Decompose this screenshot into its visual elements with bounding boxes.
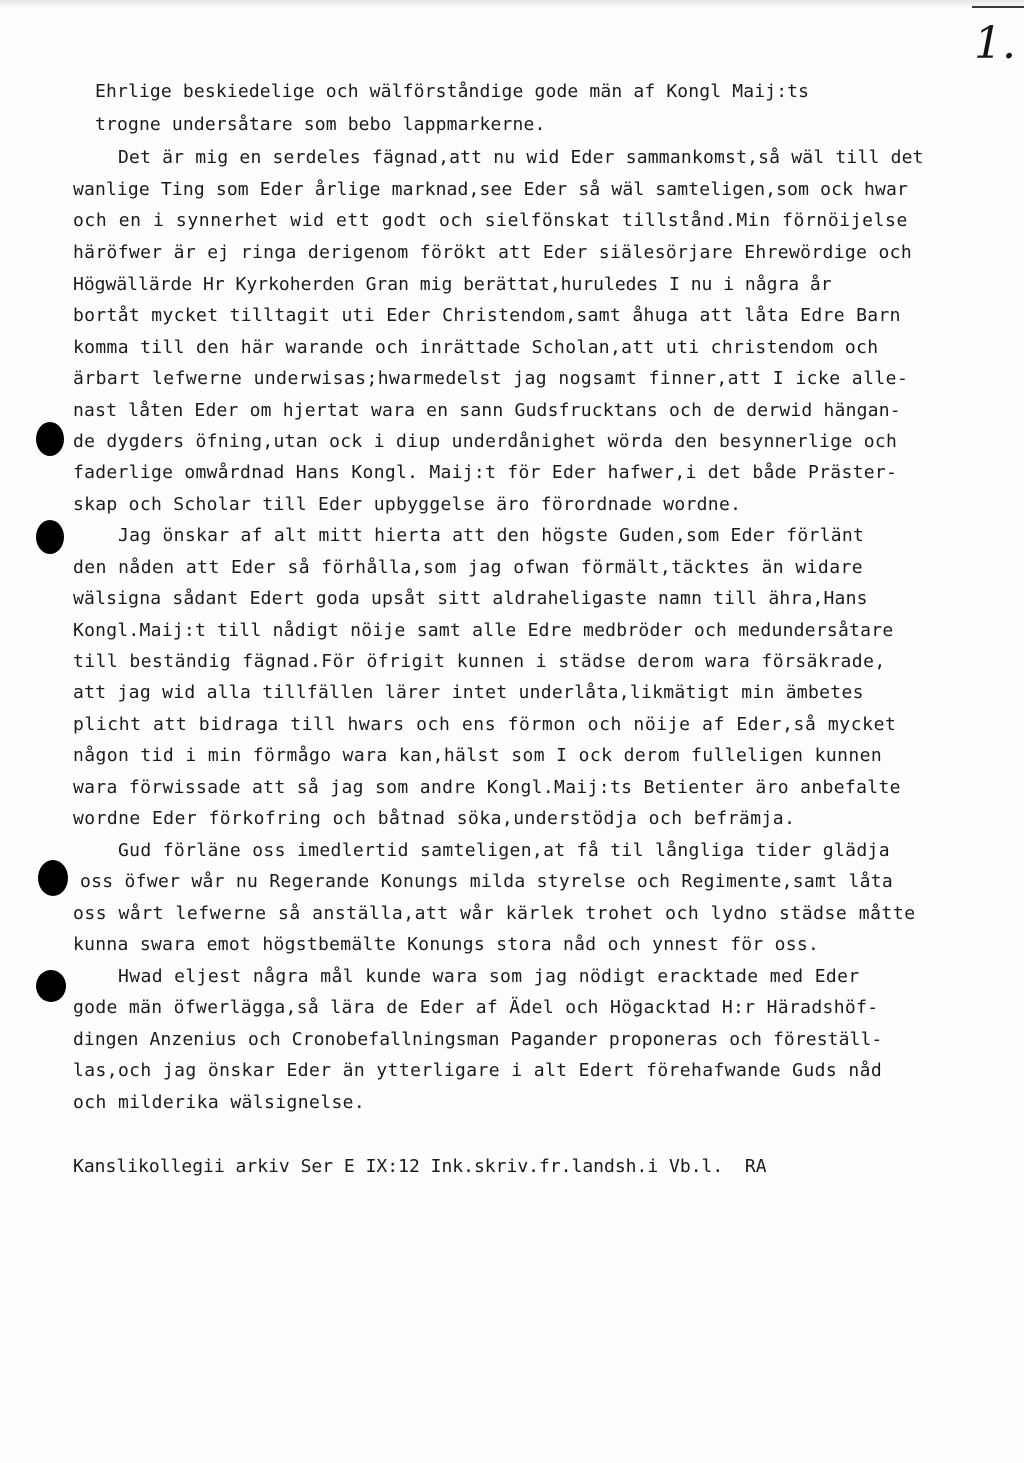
letter-line: trogne undersåtare som bebo lappmarkerne.: [95, 114, 546, 135]
letter-line: wanlige Ting som Eder årlige marknad,see Eder så wäl samteligen,som ock hwar: [73, 179, 909, 200]
letter-line: någon tid i min förmågo wara kan,hälst som I ock derom fulleligen kunnen: [73, 745, 883, 766]
letter-line: Ehrlige beskiedelige och wälförståndige gode män af Kongl Maij:ts: [95, 81, 810, 102]
letter-line: nast låten Eder om hjertat wara en sann Gudsfrucktans och de derwid hängan-: [73, 400, 901, 421]
letter-line: Kongl.Maij:t till nådigt nöije samt alle Edre medbröder och medundersåtare: [73, 620, 894, 641]
letter-line: faderlige omwårdnad Hans Kongl. Maij:t för Eder hafwer,i det både Präster-: [73, 462, 898, 483]
letter-line: Det är mig en serdeles fägnad,att nu wid Eder sammankomst,så wäl till det: [118, 147, 924, 168]
letter-line: komma till den här warande och inrättade Scholan,att uti christendom och: [73, 337, 879, 358]
punch-hole-mark: [36, 970, 66, 1002]
letter-line: oss wårt lefwerne så anställa,att wår kärlek trohet och lydno städse måtte: [73, 903, 916, 924]
letter-line: Jag önskar af alt mitt hierta att den högste Guden,som Eder förlänt: [118, 525, 865, 546]
letter-line: wordne Eder förkofring och båtnad söka,understödja och befrämja.: [73, 808, 796, 829]
corner-rule: [972, 6, 1024, 8]
letter-line: wara förwissade att så jag som andre Kongl.Maij:ts Betienter äro anbefalte: [73, 777, 901, 798]
punch-hole-mark: [38, 860, 68, 896]
letter-line: till beständig fägnad.För öfrigit kunnen i städse derom wara försäkrade,: [73, 651, 886, 672]
punch-hole-mark: [36, 520, 64, 554]
letter-line: och milderika wälsignelse.: [73, 1092, 366, 1113]
archive-source-reference: Kanslikollegii arkiv Ser E IX:12 Ink.skriv.fr.landsh.i Vb.l. RA: [73, 1156, 767, 1177]
page-number: 1.: [974, 18, 1016, 69]
letter-line: Hwad eljest några mål kunde wara som jag nödigt eracktade med Eder: [118, 966, 860, 987]
letter-line: kunna swara emot högstbemälte Konungs stora nåd och ynnest för oss.: [73, 934, 820, 955]
letter-line: plicht att bidraga till hwars och ens förmon och nöije af Eder,så mycket: [73, 714, 897, 735]
letter-line: Gud förläne oss imedlertid samteligen,at få til långliga tider glädja: [118, 840, 890, 861]
letter-line: las,och jag önskar Eder än ytterligare i alt Edert förehafwande Guds nåd: [73, 1060, 883, 1081]
letter-line: häröfwer är ej ringa derigenom förökt att Eder siälesörjare Ehrewördige och: [73, 242, 913, 263]
letter-line: Högwällärde Hr Kyrkoherden Gran mig berättat,huruledes I nu i några år: [73, 274, 832, 295]
letter-line: de dygders öfning,utan ock i diup underdånighet wörda den besynnerlige och: [73, 431, 898, 452]
letter-line: ärbart lefwerne underwisas;hwarmedelst jag nogsamt finner,att I icke alle-: [73, 368, 909, 389]
letter-line: dingen Anzenius och Cronobefallningsman Pagander proponeras och föreställ-: [73, 1029, 883, 1050]
letter-line: och en i synnerhet wid ett godt och sielfönskat tillstånd.Min förnöijelse: [73, 210, 908, 231]
letter-line: skap och Scholar till Eder upbyggelse äro förordnade wordne.: [73, 494, 742, 515]
letter-line: wälsigna sådant Edert goda upsåt sitt aldraheligaste namn till ähra,Hans: [73, 588, 868, 609]
letter-line: gode män öfwerlägga,så lära de Eder af Ädel och Högacktad H:r Häradshöf-: [73, 997, 879, 1018]
letter-line: oss öfwer wår nu Regerande Konungs milda styrelse och Regimente,samt låta: [80, 871, 893, 892]
letter-line: bortåt mycket tilltagit uti Eder Christendom,samt åhuga att låta Edre Barn: [73, 305, 901, 326]
punch-hole-mark: [36, 422, 64, 456]
scan-edge: [0, 0, 1024, 8]
letter-line: att jag wid alla tillfällen lärer intet underlåta,likmätigt min ämbetes: [73, 682, 864, 703]
letter-line: den nåden att Eder så förhålla,som jag ofwan förmält,täcktes än widare: [73, 557, 864, 578]
